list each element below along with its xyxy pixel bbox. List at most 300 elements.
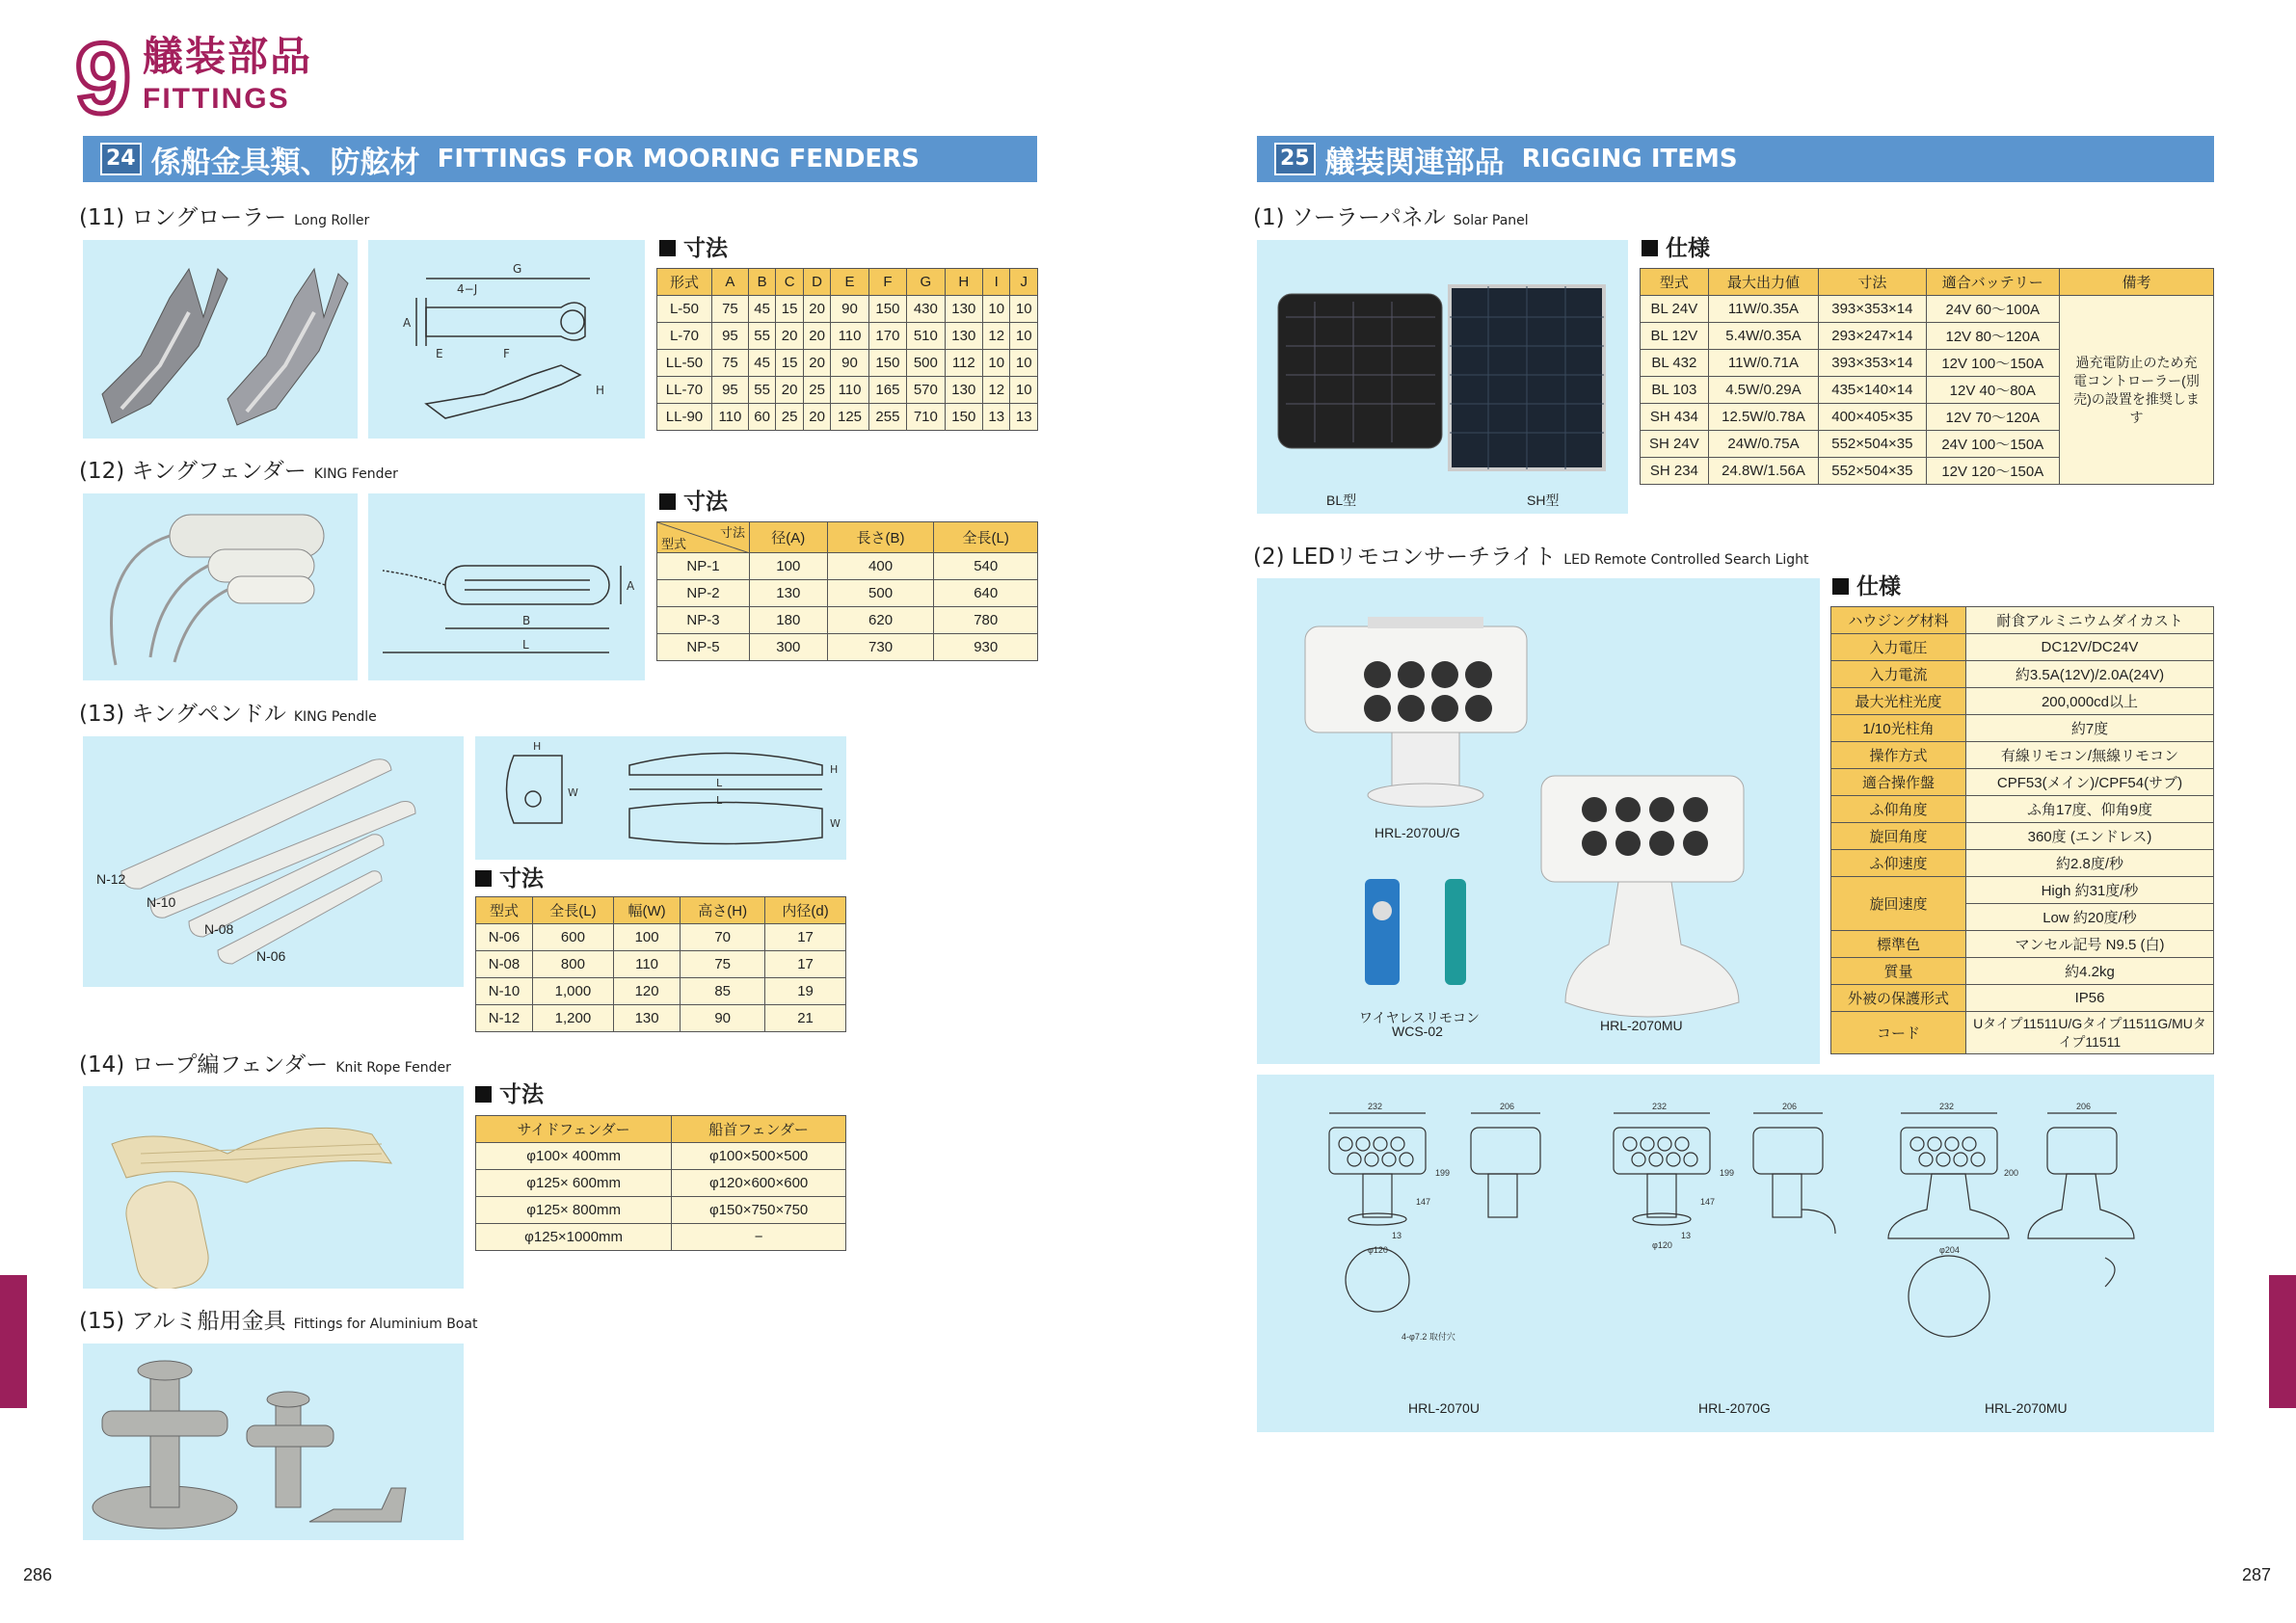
svg-text:147: 147	[1416, 1197, 1431, 1207]
svg-text:4-φ7.2 取付穴: 4-φ7.2 取付穴	[1402, 1332, 1455, 1342]
spec-value: 耐食アルミニウムダイカスト	[1966, 607, 2214, 634]
table-cell: −	[672, 1224, 846, 1251]
table-cell: 75	[711, 296, 748, 323]
table-cell: 130	[750, 580, 828, 607]
table-cell: 640	[934, 580, 1038, 607]
subheading-spec: 仕様	[1832, 573, 1901, 600]
table-row	[1831, 877, 2214, 904]
table-cell: 60	[748, 404, 775, 431]
table-cell: φ150×750×750	[672, 1197, 846, 1224]
rope-fender-photo	[83, 1086, 464, 1289]
table-cell: 11W/0.71A	[1708, 350, 1818, 377]
note-cell: 過充電防止のため充電コントローラー(別売)の設置を推奨します	[2060, 296, 2214, 485]
table-cell: 130	[613, 1005, 680, 1032]
svg-text:W: W	[830, 817, 841, 830]
table-header: 長さ(B)	[827, 522, 934, 553]
spec-value: High 約31度/秒	[1966, 877, 2214, 904]
solar-label: SH型	[1527, 492, 1560, 508]
spec-value: IP56	[1966, 985, 2214, 1012]
table-cell: 500	[827, 580, 934, 607]
table-cell: 120	[613, 978, 680, 1005]
led-searchlight-photo	[1257, 578, 1820, 1064]
table-cell: BL 103	[1641, 377, 1709, 404]
table-cell: 95	[711, 377, 748, 404]
svg-text:φ204: φ204	[1939, 1245, 1960, 1255]
svg-text:H: H	[830, 763, 839, 776]
table-row	[1831, 850, 2214, 877]
section-title-solar-panel: (1) ソーラーパネル Solar Panel	[1253, 205, 1529, 230]
table-cell: 255	[868, 404, 906, 431]
table-header: G	[907, 269, 945, 296]
table-cell: 130	[945, 296, 982, 323]
table-cell: 165	[868, 377, 906, 404]
corner-header: 寸法 型式	[657, 522, 750, 553]
table-row	[1831, 661, 2214, 688]
table-row	[476, 978, 846, 1005]
led-photo-label: HRL-2070MU	[1600, 1018, 1683, 1033]
table-header: C	[776, 269, 803, 296]
table-row	[476, 1143, 846, 1170]
table-cell: 45	[748, 350, 775, 377]
table-cell: 12.5W/0.78A	[1708, 404, 1818, 431]
led-photo-label: WCS-02	[1392, 1024, 1443, 1039]
left-edge-tab	[0, 1275, 27, 1408]
table-row	[1831, 985, 2214, 1012]
table-header: 型式	[1641, 269, 1709, 296]
table-cell: 70	[681, 924, 765, 951]
drawing-label: HRL-2070G	[1698, 1400, 1771, 1416]
table-cell: 435×140×14	[1819, 377, 1926, 404]
spec-value: Uタイプ11511U/Gタイプ11511G/MUタイプ11511	[1966, 1012, 2214, 1054]
banner-title-en: RIGGING ITEMS	[1521, 145, 1738, 173]
section-title-rope-fender: (14) ロープ編フェンダー Knit Rope Fender	[79, 1052, 451, 1078]
svg-text:φ120: φ120	[1652, 1240, 1672, 1250]
table-cell: 620	[827, 607, 934, 634]
subheading-dims: 寸法	[659, 235, 728, 262]
svg-text:13: 13	[1392, 1231, 1402, 1240]
table-row	[476, 1005, 846, 1032]
table-cell: 24V 100〜150A	[1926, 431, 2059, 458]
table-cell: BL 12V	[1641, 323, 1709, 350]
table-header: E	[831, 269, 868, 296]
svg-text:206: 206	[1500, 1102, 1515, 1111]
table-cell: 300	[750, 634, 828, 661]
section-title-aluminium-fittings: (15) アルミ船用金具 Fittings for Aluminium Boat	[79, 1309, 478, 1334]
table-header: 高さ(H)	[681, 897, 765, 924]
table-header: 備考	[2060, 269, 2214, 296]
table-row	[476, 1224, 846, 1251]
table-row	[1831, 823, 2214, 850]
drawing-label: HRL-2070MU	[1985, 1400, 2068, 1416]
spec-value: ふ角17度、仰角9度	[1966, 796, 2214, 823]
subheading-spec: 仕様	[1642, 235, 1710, 262]
banner-title-jp: 係船金具類、防舷材	[150, 145, 420, 180]
led-dimension-drawings	[1257, 1075, 2214, 1432]
table-row	[1831, 931, 2214, 958]
table-cell: 393×353×14	[1819, 296, 1926, 323]
table-cell: 730	[827, 634, 934, 661]
pendle-label: N-08	[204, 921, 234, 937]
led-spec-table	[1830, 606, 2214, 1054]
table-header: 適合バッテリー	[1926, 269, 2059, 296]
spec-label: 質量	[1831, 958, 1966, 985]
table-cell: NP-3	[657, 607, 750, 634]
table-header: 船首フェンダー	[672, 1116, 846, 1143]
table-cell: 110	[831, 323, 868, 350]
section-title-led-searchlight: (2) LEDリモコンサーチライト LED Remote Controlled Search Light	[1253, 545, 1809, 570]
table-cell: 552×504×35	[1819, 431, 1926, 458]
table-row	[657, 607, 1038, 634]
table-row	[657, 580, 1038, 607]
table-row	[476, 951, 846, 978]
table-row	[657, 377, 1038, 404]
table-header: 寸法	[1819, 269, 1926, 296]
table-header: 全長(L)	[532, 897, 613, 924]
table-row	[657, 553, 1038, 580]
table-row	[476, 924, 846, 951]
table-cell: SH 434	[1641, 404, 1709, 431]
table-header: B	[748, 269, 775, 296]
table-cell: 25	[803, 377, 830, 404]
table-cell: 780	[934, 607, 1038, 634]
table-header: 形式	[657, 269, 712, 296]
svg-text:147: 147	[1700, 1197, 1716, 1207]
long-roller-diagram	[368, 240, 645, 439]
king-fender-table	[656, 521, 1038, 661]
table-cell: φ100×500×500	[672, 1143, 846, 1170]
subheading-dims: 寸法	[475, 865, 544, 892]
spec-label: 外被の保護形式	[1831, 985, 1966, 1012]
solar-label: BL型	[1326, 492, 1357, 508]
table-cell: 17	[765, 924, 846, 951]
table-cell: BL 432	[1641, 350, 1709, 377]
table-row	[1831, 715, 2214, 742]
long-roller-photo	[83, 240, 358, 439]
svg-text:F: F	[503, 347, 510, 360]
table-cell: 130	[945, 323, 982, 350]
spec-label: 標準色	[1831, 931, 1966, 958]
table-cell: 17	[765, 951, 846, 978]
table-cell: 12	[983, 377, 1010, 404]
spec-label: 適合操作盤	[1831, 769, 1966, 796]
table-cell: 150	[868, 350, 906, 377]
table-cell: 75	[681, 951, 765, 978]
table-cell: 24.8W/1.56A	[1708, 458, 1818, 485]
spec-value: 約3.5A(12V)/2.0A(24V)	[1966, 661, 2214, 688]
king-pendle-diagram	[475, 736, 846, 860]
page-number-left: 286	[23, 1565, 53, 1584]
table-cell: 4.5W/0.29A	[1708, 377, 1818, 404]
spec-label: ハウジング材料	[1831, 607, 1966, 634]
chapter-title-en: FITTINGS	[143, 83, 290, 115]
spec-value: マンセル記号 N9.5 (白)	[1966, 931, 2214, 958]
spec-value: 約2.8度/秒	[1966, 850, 2214, 877]
king-fender-diagram	[368, 493, 645, 680]
section-title-king-pendle: (13) キングペンドル KING Pendle	[79, 702, 377, 727]
table-cell: 1,200	[532, 1005, 613, 1032]
rope-fender-table	[475, 1115, 846, 1251]
spec-label: ふ仰速度	[1831, 850, 1966, 877]
table-cell: 180	[750, 607, 828, 634]
banner-number: 24	[100, 143, 142, 175]
table-row	[1831, 688, 2214, 715]
table-cell: 400	[827, 553, 934, 580]
table-row	[1831, 769, 2214, 796]
table-cell: 21	[765, 1005, 846, 1032]
table-cell: φ125×1000mm	[476, 1224, 672, 1251]
table-row	[1641, 296, 2214, 323]
table-cell: 20	[803, 296, 830, 323]
king-pendle-table	[475, 896, 846, 1032]
table-header: 幅(W)	[613, 897, 680, 924]
long-roller-table	[656, 268, 1038, 431]
table-cell: SH 24V	[1641, 431, 1709, 458]
table-cell: 20	[803, 323, 830, 350]
solar-panel-photo	[1257, 240, 1628, 514]
table-row	[1831, 742, 2214, 769]
table-cell: 10	[983, 350, 1010, 377]
spec-value: 200,000cd以上	[1966, 688, 2214, 715]
table-cell: φ125× 800mm	[476, 1197, 672, 1224]
table-cell: 5.4W/0.35A	[1708, 323, 1818, 350]
table-cell: 393×353×14	[1819, 350, 1926, 377]
table-cell: 800	[532, 951, 613, 978]
table-cell: 930	[934, 634, 1038, 661]
table-cell: 95	[711, 323, 748, 350]
table-cell: N-08	[476, 951, 533, 978]
table-row	[1831, 607, 2214, 634]
chapter-title-jp: 艤装部品	[143, 33, 313, 80]
table-cell: 112	[945, 350, 982, 377]
table-cell: 150	[868, 296, 906, 323]
table-cell: 540	[934, 553, 1038, 580]
svg-text:232: 232	[1368, 1102, 1383, 1111]
table-cell: 570	[907, 377, 945, 404]
right-edge-tab	[2269, 1275, 2296, 1408]
table-cell: 12	[983, 323, 1010, 350]
king-fender-photo	[83, 493, 358, 680]
table-cell: LL-70	[657, 377, 712, 404]
svg-text:A: A	[403, 316, 412, 330]
svg-text:φ120: φ120	[1368, 1245, 1388, 1255]
table-cell: 55	[748, 323, 775, 350]
table-cell: φ125× 600mm	[476, 1170, 672, 1197]
table-cell: 100	[613, 924, 680, 951]
table-row	[657, 404, 1038, 431]
table-cell: 20	[776, 323, 803, 350]
spec-label: 入力電流	[1831, 661, 1966, 688]
right-section-banner	[1257, 136, 2214, 182]
section-title-long-roller: (11) ロングローラー Long Roller	[79, 205, 370, 230]
table-cell: 110	[711, 404, 748, 431]
table-row	[657, 350, 1038, 377]
svg-text:A: A	[627, 579, 635, 593]
table-cell: 10	[1010, 350, 1038, 377]
svg-text:L: L	[716, 777, 723, 789]
table-cell: 130	[945, 377, 982, 404]
table-cell: 90	[681, 1005, 765, 1032]
table-header: D	[803, 269, 830, 296]
table-cell: 293×247×14	[1819, 323, 1926, 350]
svg-text:4−J: 4−J	[457, 282, 478, 296]
table-cell: BL 24V	[1641, 296, 1709, 323]
table-cell: 110	[831, 377, 868, 404]
table-row	[476, 1170, 846, 1197]
table-cell: L-50	[657, 296, 712, 323]
table-cell: 12V 100〜150A	[1926, 350, 2059, 377]
led-photo-label: ワイヤレスリモコン	[1359, 1010, 1481, 1025]
subheading-dims: 寸法	[475, 1081, 544, 1108]
svg-text:232: 232	[1939, 1102, 1955, 1111]
spec-value: CPF53(メイン)/CPF54(サブ)	[1966, 769, 2214, 796]
table-header: 最大出力値	[1708, 269, 1818, 296]
table-cell: 90	[831, 296, 868, 323]
table-cell: N-10	[476, 978, 533, 1005]
table-cell: N-12	[476, 1005, 533, 1032]
table-cell: 20	[776, 377, 803, 404]
svg-text:13: 13	[1681, 1231, 1692, 1240]
table-cell: 15	[776, 296, 803, 323]
table-cell: 12V 120〜150A	[1926, 458, 2059, 485]
svg-text:206: 206	[1782, 1102, 1798, 1111]
table-cell: SH 234	[1641, 458, 1709, 485]
table-header: 内径(d)	[765, 897, 846, 924]
table-cell: LL-50	[657, 350, 712, 377]
pendle-label: N-12	[96, 871, 126, 887]
section-title-king-fender: (12) キングフェンダー KING Fender	[79, 459, 398, 484]
table-row	[1831, 1012, 2214, 1054]
table-header: サイドフェンダー	[476, 1116, 672, 1143]
spec-value: Low 約20度/秒	[1966, 904, 2214, 931]
spec-value: 360度 (エンドレス)	[1966, 823, 2214, 850]
table-cell: φ100× 400mm	[476, 1143, 672, 1170]
table-cell: 510	[907, 323, 945, 350]
spec-value: DC12V/DC24V	[1966, 634, 2214, 661]
table-cell: 12V 40〜80A	[1926, 377, 2059, 404]
table-cell: 85	[681, 978, 765, 1005]
table-cell: NP-2	[657, 580, 750, 607]
aluminium-fittings-photo	[83, 1344, 464, 1540]
table-cell: 430	[907, 296, 945, 323]
table-header: 型式	[476, 897, 533, 924]
pendle-label: N-10	[147, 894, 176, 910]
spec-label: 旋回速度	[1831, 877, 1966, 931]
table-row	[657, 296, 1038, 323]
svg-text:199: 199	[1435, 1168, 1451, 1178]
svg-text:H: H	[533, 740, 542, 753]
table-cell: 19	[765, 978, 846, 1005]
table-header: 全長(L)	[934, 522, 1038, 553]
table-cell: 125	[831, 404, 868, 431]
svg-text:E: E	[436, 347, 443, 360]
table-cell: 10	[983, 296, 1010, 323]
table-cell: 1,000	[532, 978, 613, 1005]
table-cell: 10	[1010, 377, 1038, 404]
table-cell: 400×405×35	[1819, 404, 1926, 431]
table-header: 径(A)	[750, 522, 828, 553]
table-cell: N-06	[476, 924, 533, 951]
spec-label: ふ仰角度	[1831, 796, 1966, 823]
table-cell: 13	[1010, 404, 1038, 431]
table-cell: 15	[776, 350, 803, 377]
table-cell: 12V 70〜120A	[1926, 404, 2059, 431]
table-cell: 600	[532, 924, 613, 951]
table-cell: φ120×600×600	[672, 1170, 846, 1197]
table-row	[1831, 958, 2214, 985]
svg-text:W: W	[568, 786, 578, 799]
table-cell: NP-1	[657, 553, 750, 580]
table-header: H	[945, 269, 982, 296]
table-cell: 90	[831, 350, 868, 377]
svg-text:200: 200	[2004, 1168, 2019, 1178]
spec-label: 入力電圧	[1831, 634, 1966, 661]
svg-text:L: L	[522, 638, 529, 652]
table-cell: L-70	[657, 323, 712, 350]
table-cell: 20	[803, 404, 830, 431]
table-cell: 100	[750, 553, 828, 580]
king-pendle-photo	[83, 736, 464, 987]
subheading-dims: 寸法	[659, 489, 728, 516]
pendle-label: N-06	[256, 948, 286, 964]
table-cell: 55	[748, 377, 775, 404]
table-header: A	[711, 269, 748, 296]
table-cell: 12V 80〜120A	[1926, 323, 2059, 350]
table-row	[657, 634, 1038, 661]
table-cell: 10	[1010, 323, 1038, 350]
banner-number: 25	[1274, 143, 1316, 175]
table-header: J	[1010, 269, 1038, 296]
banner-title-jp: 艤装関連部品	[1324, 145, 1505, 180]
table-cell: 24W/0.75A	[1708, 431, 1818, 458]
svg-text:H: H	[596, 384, 605, 397]
table-row	[1831, 634, 2214, 661]
table-cell: 24V 60〜100A	[1926, 296, 2059, 323]
table-cell: 13	[983, 404, 1010, 431]
left-section-banner	[83, 136, 1037, 182]
table-cell: 170	[868, 323, 906, 350]
table-row	[657, 323, 1038, 350]
spec-label: 1/10光柱角	[1831, 715, 1966, 742]
table-header: F	[868, 269, 906, 296]
table-cell: 150	[945, 404, 982, 431]
chapter-number: 9	[75, 23, 131, 135]
table-cell: 11W/0.35A	[1708, 296, 1818, 323]
table-cell: 25	[776, 404, 803, 431]
table-cell: 45	[748, 296, 775, 323]
spec-label: 旋回角度	[1831, 823, 1966, 850]
spec-value: 約7度	[1966, 715, 2214, 742]
table-cell: NP-5	[657, 634, 750, 661]
table-header: I	[983, 269, 1010, 296]
svg-text:206: 206	[2076, 1102, 2092, 1111]
led-photo-label: HRL-2070U/G	[1375, 825, 1460, 840]
dim-label: G	[513, 262, 522, 276]
table-cell: 75	[711, 350, 748, 377]
svg-text:B: B	[522, 614, 531, 627]
banner-title-en: FITTINGS FOR MOORING FENDERS	[437, 145, 920, 173]
page-number-right: 287	[2242, 1565, 2272, 1584]
spec-label: コード	[1831, 1012, 1966, 1054]
table-cell: 110	[613, 951, 680, 978]
table-cell: LL-90	[657, 404, 712, 431]
svg-text:232: 232	[1652, 1102, 1668, 1111]
svg-text:199: 199	[1720, 1168, 1735, 1178]
solar-panel-table	[1640, 268, 2214, 485]
spec-label: 最大光柱光度	[1831, 688, 1966, 715]
spec-value: 有線リモコン/無線リモコン	[1966, 742, 2214, 769]
table-cell: 500	[907, 350, 945, 377]
table-row	[1831, 796, 2214, 823]
